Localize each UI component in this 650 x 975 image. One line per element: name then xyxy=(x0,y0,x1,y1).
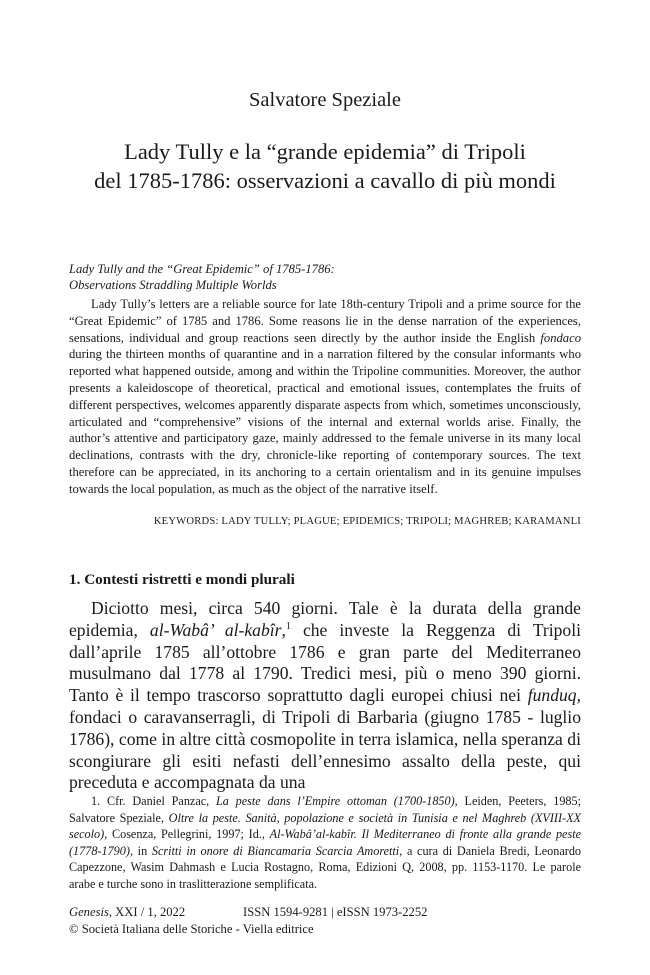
body-text-part-1: Diciotto mesi, circa 540 giorni. Tale è la durata della grande epidemia, xyxy=(69,598,581,640)
journal-volume: , XXI / 1, 2022 xyxy=(108,905,186,919)
abstract-text-part-1: Lady Tully’s letters are a reliable source for late 18th-century Tripoli and a prime source for the “Great Epidemic” of 1785 and 1786. Some reasons lie in the dense narration of the experiences, sensations, individual and group reactions seen directly by the author inside the English xyxy=(69,297,581,345)
abstract-english-title xyxy=(69,261,589,293)
footnote-italic-2: Oltre la peste. Sanità, popolazione e società in Tunisia e nel Maghreb (XVIII-XX secolo) xyxy=(69,810,581,842)
footnote-part-2: , Leiden, Peeters, 1985; Salvatore Speziale, xyxy=(69,794,581,825)
body-paragraph: Diciotto mesi, circa 540 giorni. Tale è la durata della grande epidemia, al-Wabâ’ al-kabîr,$^1$ che investe la Reggenza di Tripoli dall’aprile 1785 all’ottobre 1786 e gran parte del Mediterraneo musulmano dal 1778 al 1790. Tredici mesi, più o meno 390 giorni. Tanto è il tempo trascorso soprattutto dagli europei chiusi nei funduq, fondaci o caravanserragli, di Tripoli di Barbaria (giugno 1785 - luglio 1786), come in altre città cosmopolite in terra islamica, nella speranza di scongiurare gli esiti nefasti dell’ennesimo assalto della peste, qui preceduta e accompagnata da una xyxy=(69,598,582,793)
abstract-title-line-2: Observations Straddling Multiple Worlds xyxy=(69,278,277,292)
author-name: Salvatore Speziale xyxy=(249,89,401,111)
keywords: KEYWORDS: LADY TULLY; PLAGUE; EPIDEMICS; TRIPOLI; MAGHREB; KARAMANLI xyxy=(153,516,581,527)
journal-name: Genesis xyxy=(69,905,109,919)
footnote-part-4: , in xyxy=(129,843,152,858)
article-title-line-2: del 1785-1786: osservazioni a cavallo di più mondi xyxy=(94,168,556,193)
journal-citation xyxy=(69,905,428,920)
footnote-reference[interactable]: 1 xyxy=(285,620,291,632)
footnote-italic-1: La peste dans l’Empire ottoman (1700-1850) xyxy=(216,794,455,808)
copyright-line: © Società Italiana delle Storiche - Viella editrice xyxy=(69,922,314,936)
abstract-italic-fondaco: fondaco xyxy=(540,330,581,345)
section-heading: 1. Contesti ristretti e mondi plurali xyxy=(69,571,295,588)
article-title xyxy=(60,137,590,195)
footnote-part-1: 1. Cfr. Daniel Panzac, xyxy=(91,794,216,808)
footnote-part-3: , Cosenza, Pellegrini, 1997; Id., xyxy=(104,827,270,842)
footnote-part-5: , a cura di Daniela Bredi, Leonardo Capezzone, Wasim Dahmash e Lucia Rostagno, Roma, Edizioni Q, 2008, pp. 1153-1170. Le parole arabe e turche sono in traslitterazione semplificata. xyxy=(69,843,582,891)
body-text-part-3: fondaci o caravanserragli, di Tripoli di Barbaria (giugno 1785 - luglio 1786), come in altre città cosmopolite in terra islamica, nella speranza di scongiurare gli esiti nefasti dell’ennesimo assalto della peste, qui preceduta e accompagnata da una xyxy=(69,706,581,793)
abstract-text-part-2: during the thirteen months of quarantine and in a narration filtered by the consular informants who reported what happened outside, among and within the Tripoline communities. Moreover, the author presents a kaleidoscope of theoretical, practical and emotional issues, contemplates the fruits of different perspectives, welcomes apparently disparate aspects from which, sometimes unconsciously, articulated and “comprehensive” visions of the internal and external worlds arise. Finally, the author’s attentive and participatory gaze, mainly addressed to the female universe in its many local declinations, contrasts with the dry, chronicle-like reporting of contemporary sources. The text therefore can be appreciated, in its anchoring to a certain orientalism and in its genuine impulses towards the local population, as much as the object of the narrative itself. xyxy=(69,347,581,496)
body-text-part-2: che investe la Reggenza di Tripoli dall’aprile 1785 all’ottobre 1786 e gran parte del Mediterraneo musulmano dal 1778 al 1790. Tredici mesi, più o meno 390 giorni. Tanto è il tempo trascorso soprattutto dagli europei chiusi nei xyxy=(69,619,582,706)
journal-issn: ISSN 1594-9281 | eISSN 1973-2252 xyxy=(243,905,428,919)
body-italic-al-waba: al-Wabâ’ al-kabîr xyxy=(149,619,282,640)
footnote-italic-3: Al-Wabâ’al-kabîr. Il Mediterraneo di fronte alla grande peste (1778-1790) xyxy=(69,827,581,858)
footnote-italic-4: Scritti in onore di Biancamaria Scarcia Amoretti xyxy=(151,843,400,858)
abstract-text xyxy=(69,296,581,498)
abstract-title-line-1: Lady Tully and the “Great Epidemic” of 1785-1786: xyxy=(69,262,335,276)
footnote-1 xyxy=(69,793,581,893)
body-italic-funduq: funduq, xyxy=(527,685,581,706)
article-title-line-1: Lady Tully e la “grande epidemia” di Tripoli xyxy=(124,139,526,164)
